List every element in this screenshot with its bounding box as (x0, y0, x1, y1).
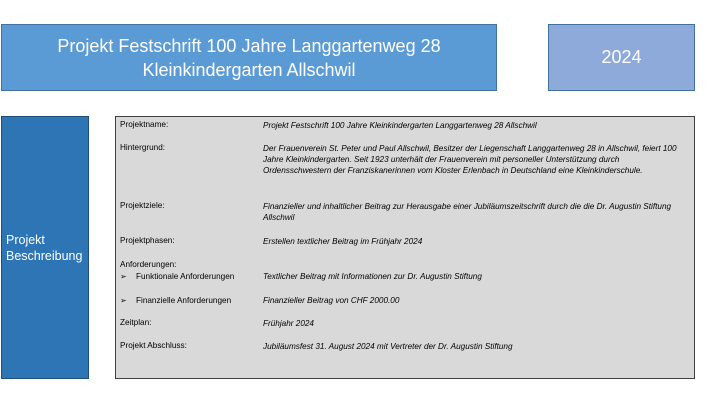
anforderungen-label: Anforderungen: (120, 260, 177, 269)
project-title-line2: Kleinkindergarten Allschwil (142, 59, 356, 80)
projektziele-label: Projektziele: (120, 201, 165, 210)
projektphasen-value: Erstellen textlicher Beitrag im Frühjahr 2024 (263, 237, 423, 246)
year-text: 2024 (601, 47, 642, 67)
abschluss-value: Jubiläumsfest 31. August 2024 mit Vertreter der Dr. Augustin Stiftung (263, 342, 513, 351)
project-details-panel (115, 116, 695, 379)
projektname-value: Projekt Festschrift 100 Jahre Kleinkindergarten Langgartenweg 28 Allschwil (263, 121, 537, 130)
projektphasen-label: Projektphasen: (120, 236, 175, 245)
arrow-bullet-icon: ➢ (120, 296, 127, 305)
section-label-line1: Projekt (6, 232, 45, 247)
funktional-value: Textlicher Beitrag mit Informationen zur Dr. Augustin Stiftung (263, 272, 482, 281)
funktional-label: Funktionale Anforderungen (136, 272, 235, 281)
section-label-panel (1, 116, 89, 379)
projektname-label: Projektname: (120, 120, 169, 129)
finanziell-label: Finanzielle Anforderungen (136, 296, 232, 305)
year-badge (548, 24, 695, 91)
section-label-line2: Beschreibung (6, 248, 83, 263)
zeitplan-value: Frühjahr 2024 (263, 319, 314, 328)
project-title-banner (1, 24, 497, 91)
projektziele-value: Finanzieller und inhaltlicher Beitrag zur Herausgabe einer Jubiläumszeitschrift durch die die Dr. Augustin Stiftung Allschwil (263, 202, 672, 222)
project-title-line1: Projekt Festschrift 100 Jahre Langgartenweg 28 (57, 35, 441, 56)
hintergrund-value: Der Frauenverein St. Peter und Paul Allschwil, Besitzer der Liegenschaft Langgartenweg 28 in Allschwil, feiert 100 Jahre Kleinkindergarten. Seit 1923 unterhält der Frauenverein mit personeller Unterstützung durch Ordensschwestern der Franziskanerinnen vom Kloster Erlenbach in Deutschland eine Kleinkinderschule. (263, 144, 677, 175)
arrow-bullet-icon: ➢ (120, 272, 127, 281)
finanziell-value: Finanzieller Beitrag von CHF 2000.00 (263, 296, 400, 305)
abschluss-label: Projekt Abschluss: (120, 341, 187, 350)
zeitplan-label: Zeitplan: (120, 318, 152, 327)
hintergrund-label: Hintergrund: (120, 143, 166, 152)
